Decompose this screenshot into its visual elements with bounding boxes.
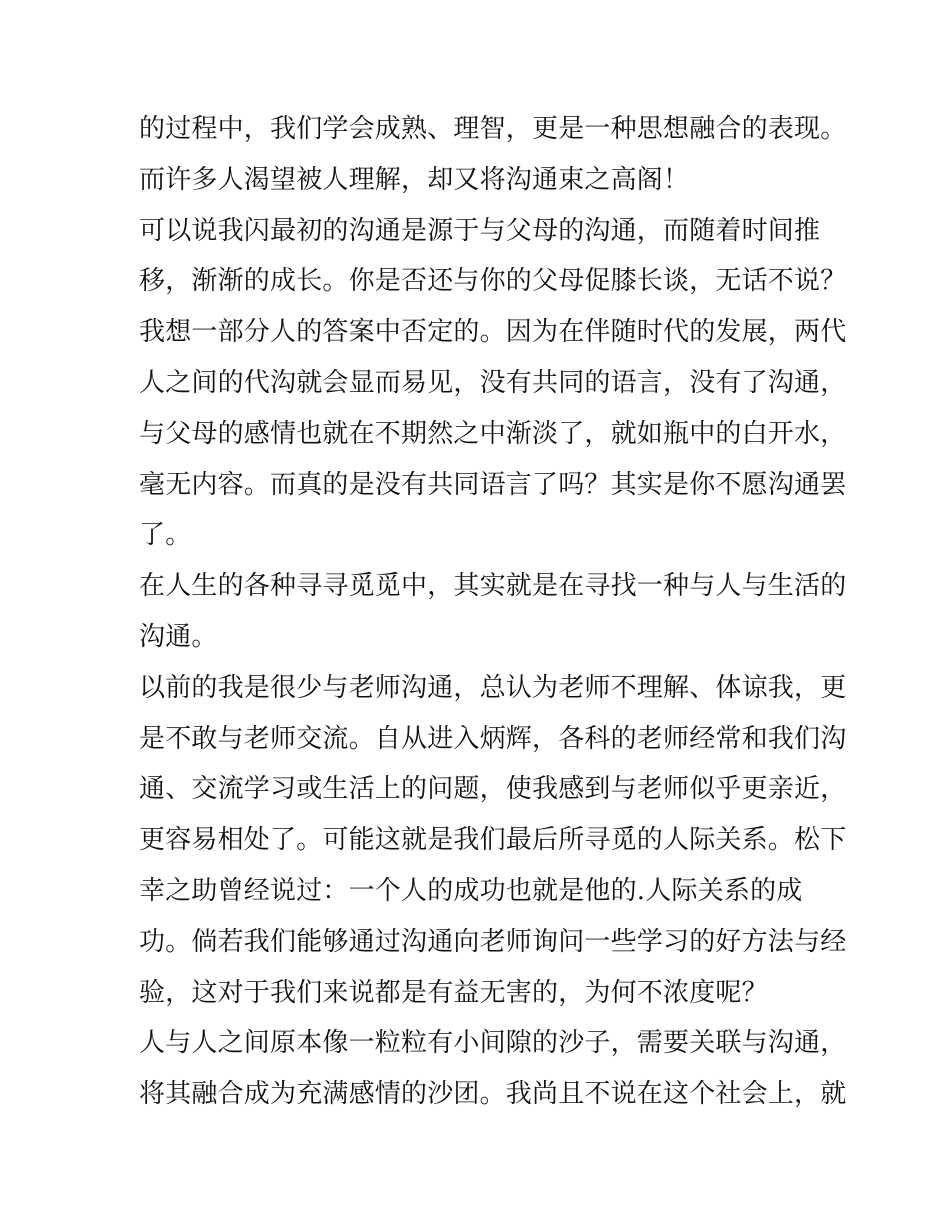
text-line: 我想一部分人的答案中否定的。因为在伴随时代的发展，两代 [139, 317, 847, 348]
text-line: 是不敢与老师交流。自从进入炳辉，各科的老师经常和我们沟 [139, 723, 847, 754]
text-line: 幸之助曾经说过：一个人的成功也就是他的.人际关系的成 [139, 875, 803, 906]
text-line: 可以说我闪最初的沟通是源于与父母的沟通，而随着时间推 [139, 215, 821, 246]
text-line: 通、交流学习或生活上的问题，使我感到与老师似乎更亲近， [139, 774, 847, 805]
text-line: 的过程中，我们学会成熟、理智，更是一种思想融合的表现。 [139, 114, 847, 144]
text-line: 验，这对于我们来说都是有益无害的，为何不浓度呢？ [139, 977, 768, 1008]
document-body [139, 104, 847, 1120]
text-line: 沟通。 [139, 621, 218, 652]
text-line: 毫无内容。而真的是没有共同语言了吗？其实是你不愿沟通罢 [139, 469, 847, 500]
text-line: 功。倘若我们能够通过沟通向老师询问一些学习的好方法与经 [139, 926, 847, 957]
text-line: 而许多人渴望被人理解，却又将沟通束之高阁！ [139, 164, 690, 195]
text-line: 了。 [139, 520, 192, 551]
text-line: 在人生的各种寻寻觅觅中，其实就是在寻找一种与人与生活的 [139, 571, 847, 602]
text-line: 更容易相处了。可能这就是我们最后所寻觅的人际关系。松下 [139, 825, 847, 856]
text-line: 移，渐渐的成长。你是否还与你的父母促膝长谈，无话不说？ [139, 266, 847, 297]
text-line: 与父母的感情也就在不期然之中渐淡了，就如瓶中的白开水， [139, 418, 847, 449]
text-line: 人之间的代沟就会显而易见，没有共同的语言，没有了沟通， [139, 367, 847, 398]
text-line: 以前的我是很少与老师沟通，总认为老师不理解、体谅我，更 [139, 672, 847, 703]
text-line: 人与人之间原本像一粒粒有小间隙的沙子，需要关联与沟通， [139, 1028, 847, 1059]
text-line: 将其融合成为充满感情的沙团。我尚且不说在这个社会上，就 [139, 1079, 847, 1110]
